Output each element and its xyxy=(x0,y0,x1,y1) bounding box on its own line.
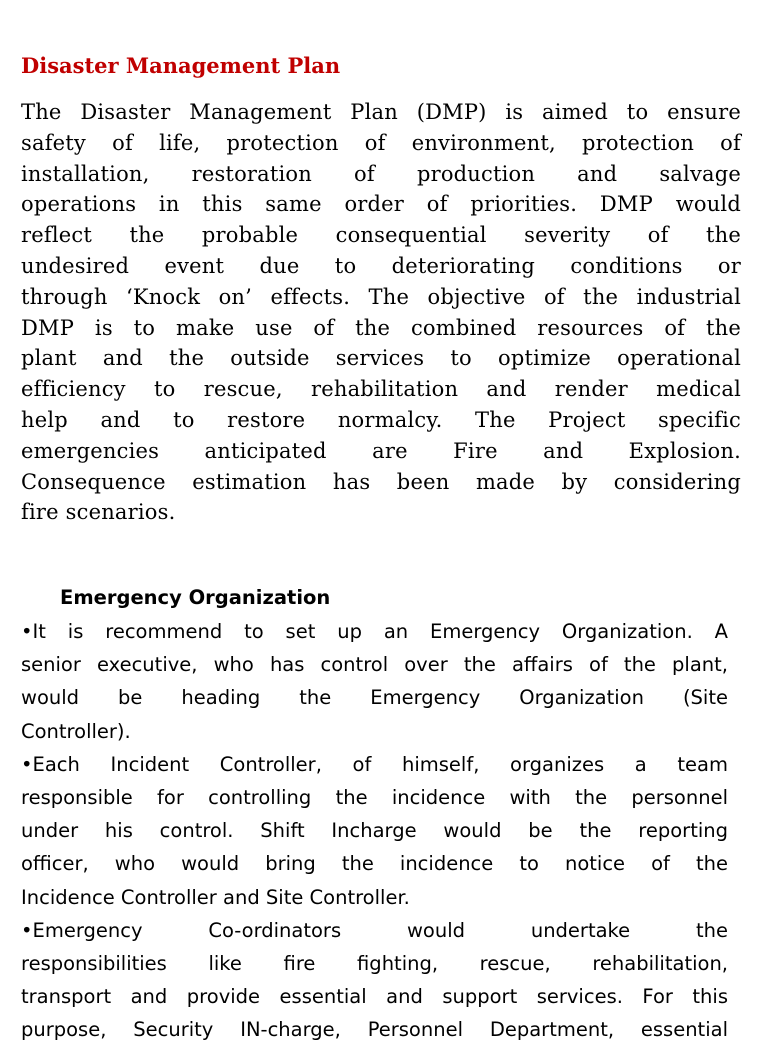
bullet-line: senior executive, who has control over the affairs of the plant, xyxy=(21,653,728,677)
paragraph-line: through ‘Knock on’ effects. The objective of the industrial xyxy=(21,284,741,309)
bullet-line: responsible for controlling the incidence with the personnel xyxy=(21,785,728,809)
bullet-line: Incidence Controller and Site Controller. xyxy=(21,885,410,909)
paragraph-line: safety of life, protection of environment, protection of xyxy=(21,130,741,155)
paragraph-line: plant and the outside services to optimize operational xyxy=(21,346,741,371)
bullet-line: •Each Incident Controller, of himself, organizes a team xyxy=(21,752,728,776)
page-title: Disaster Management Plan xyxy=(21,53,341,78)
paragraph-line: help and to restore normalcy. The Project specific xyxy=(21,407,741,432)
bullet-line: •It is recommend to set up an Emergency Organization. A xyxy=(21,620,728,643)
intro-paragraph xyxy=(21,97,741,528)
paragraph-line: efficiency to rescue, rehabilitation and render medical xyxy=(21,377,741,402)
paragraph-line: DMP is to make use of the combined resources of the xyxy=(21,315,741,340)
paragraph-line: installation, restoration of production and salvage xyxy=(21,161,741,186)
bullet-line: purpose, Security IN-charge, Personnel Department, essential xyxy=(21,1018,728,1042)
bullet-line: transport and provide essential and support services. For this xyxy=(21,985,728,1009)
paragraph-line: operations in this same order of priorities. DMP would xyxy=(21,192,741,217)
paragraph-line: emergencies anticipated are Fire and Explosion. xyxy=(21,438,741,463)
bullet-line: would be heading the Emergency Organization (Site xyxy=(21,686,728,710)
paragraph-line: Consequence estimation has been made by considering xyxy=(21,469,741,494)
bullet-line: officer, who would bring the incidence to notice of the xyxy=(21,852,728,876)
bullet-line: •Emergency Co-ordinators would undertake the xyxy=(21,918,728,942)
bullet-line: under his control. Shift Incharge would be the reporting xyxy=(21,819,728,843)
bullet-line: Controller). xyxy=(21,719,131,743)
paragraph-line: fire scenarios. xyxy=(21,500,176,525)
emergency-organization-paragraph xyxy=(21,615,728,1046)
paragraph-line: undesired event due to deteriorating conditions or xyxy=(21,253,741,278)
bullet-line: responsibilities like fire fighting, rescue, rehabilitation, xyxy=(21,951,728,975)
section-heading: Emergency Organization xyxy=(60,586,331,609)
paragraph-line: reflect the probable consequential severity of the xyxy=(21,223,741,248)
paragraph-line: The Disaster Management Plan (DMP) is aimed to ensure xyxy=(21,100,741,124)
